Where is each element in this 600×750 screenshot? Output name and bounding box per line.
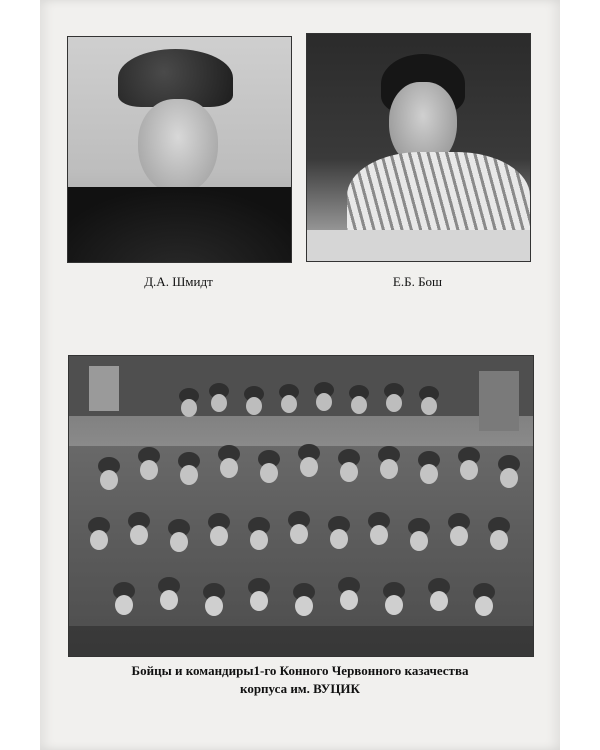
caption-line-1: Бойцы и командиры1-го Конного Червонного казачества (131, 663, 469, 678)
table (307, 230, 530, 261)
military-coat (68, 187, 291, 263)
group-photo-cossacks (68, 355, 534, 657)
bleed-through-text (80, 296, 520, 310)
face (138, 99, 218, 194)
portrait-schmidt (67, 36, 292, 263)
crowd-of-soldiers (69, 356, 533, 656)
portrait-bosch (306, 33, 531, 262)
caption-schmidt: Д.А. Шмидт (144, 274, 213, 289)
caption-line-2: корпуса им. ВУЦИК (240, 681, 360, 696)
caption-bosch: Е.Б. Бош (392, 274, 443, 289)
caption-group-photo (68, 662, 532, 698)
